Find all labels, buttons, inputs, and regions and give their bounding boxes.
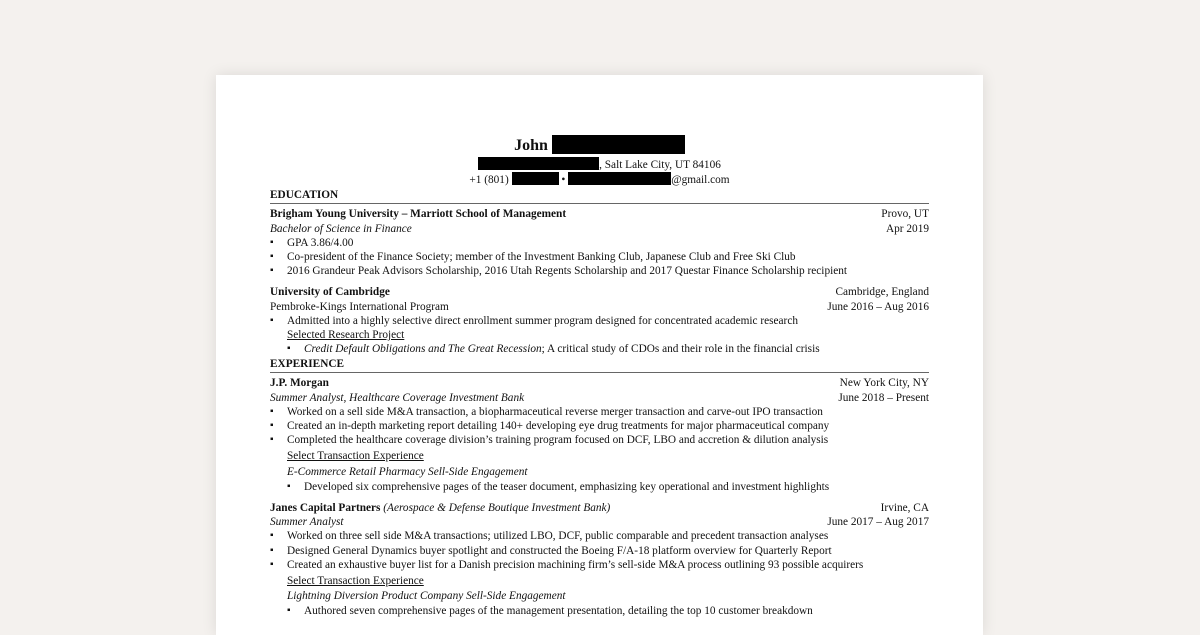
degree: Bachelor of Science in Finance bbox=[270, 222, 412, 235]
list-item: ▪ Developed six comprehensive pages of the teaser document, emphasizing key operational and investment highlights bbox=[270, 480, 929, 494]
transaction-name: Lightning Diversion Product Company Sell-Side Engagement bbox=[287, 590, 566, 603]
job-title: Summer Analyst bbox=[270, 516, 344, 529]
date-range: June 2016 – Aug 2016 bbox=[827, 300, 929, 313]
list-item: ▪ Worked on three sell side M&A transactions; utilized LBO, DCF, public comparable and precedent transaction analyses bbox=[270, 529, 929, 543]
subheading-transactions: Select Transaction Experience bbox=[287, 450, 424, 463]
first-name: John bbox=[514, 137, 548, 154]
subheading-research-project: Selected Research Project bbox=[287, 329, 405, 342]
date-range: June 2018 – Present bbox=[838, 391, 929, 404]
section-heading-education: EDUCATION bbox=[270, 188, 929, 204]
bullet-list bbox=[270, 480, 929, 494]
education-entry bbox=[270, 207, 929, 278]
company-note: (Aerospace & Defense Boutique Investment Bank) bbox=[383, 502, 611, 515]
contact-line bbox=[270, 172, 929, 187]
job-title: Summer Analyst, Healthcare Coverage Investment Bank bbox=[270, 391, 525, 404]
company-name: J.P. Morgan bbox=[270, 377, 329, 390]
resume-content bbox=[270, 135, 929, 619]
address-city: , Salt Lake City, UT 84106 bbox=[599, 159, 721, 171]
redacted-street bbox=[478, 157, 599, 170]
experience-entry bbox=[270, 376, 929, 494]
date-range: Apr 2019 bbox=[886, 222, 929, 235]
list-item: ▪ Worked on a sell side M&A transaction, a biopharmaceutical reverse merger transaction and carve-out IPO transaction bbox=[270, 405, 929, 419]
experience-entry bbox=[270, 501, 929, 619]
school-location: Provo, UT bbox=[881, 208, 929, 221]
transaction-name: E-Commerce Retail Pharmacy Sell-Side Engagement bbox=[287, 465, 528, 478]
job-location: New York City, NY bbox=[839, 377, 929, 390]
bullet-list bbox=[270, 604, 929, 618]
list-item: ▪ Created an exhaustive buyer list for a Danish precision machining firm’s sell-side M&A process outlining 93 possible acquirers bbox=[270, 558, 929, 572]
list-item: ▪ Co-president of the Finance Society; member of the Investment Banking Club, Japanese Club and Free Ski Club bbox=[270, 250, 929, 264]
project-title: Credit Default Obligations and The Great Recession bbox=[304, 343, 542, 356]
email-domain: @gmail.com bbox=[671, 174, 730, 187]
subheading-transactions: Select Transaction Experience bbox=[287, 575, 424, 588]
school-location: Cambridge, England bbox=[835, 286, 929, 299]
redacted-surname bbox=[552, 135, 685, 154]
list-item: ▪ Authored seven comprehensive pages of the management presentation, detailing the top 10 customer breakdown bbox=[270, 604, 929, 618]
list-item: ▪ Completed the healthcare coverage division’s training program focused on DCF, LBO and accretion & dilution analysis bbox=[270, 433, 929, 447]
contact-separator: • bbox=[561, 174, 566, 187]
list-item: ▪ Designed General Dynamics buyer spotlight and constructed the Boeing F/A-18 platform overview for Quarterly Report bbox=[270, 544, 929, 558]
redacted-phone bbox=[512, 172, 559, 185]
list-item: ▪ GPA 3.86/4.00 bbox=[270, 236, 929, 250]
school-name: University of Cambridge bbox=[270, 286, 390, 299]
education-entry bbox=[270, 285, 929, 356]
list-item: ▪ Created an in-depth marketing report detailing 140+ developing eye drug treatments for major pharmaceutical company bbox=[270, 419, 929, 433]
phone-prefix: +1 (801) bbox=[469, 174, 509, 187]
section-heading-experience: EXPERIENCE bbox=[270, 357, 929, 373]
list-item bbox=[270, 342, 929, 356]
school-name: Brigham Young University – Marriott School of Management bbox=[270, 208, 567, 221]
project-description: ; A critical study of CDOs and their role in the financial crisis bbox=[541, 343, 820, 356]
redacted-email bbox=[568, 172, 671, 185]
list-item: ▪ Admitted into a highly selective direct enrollment summer program designed for concentrated academic research bbox=[270, 314, 929, 328]
program-name: Pembroke-Kings International Program bbox=[270, 300, 449, 313]
job-location: Irvine, CA bbox=[880, 502, 929, 515]
date-range: June 2017 – Aug 2017 bbox=[827, 516, 929, 529]
list-item: ▪ 2016 Grandeur Peak Advisors Scholarship, 2016 Utah Regents Scholarship and 2017 Questar Finance Scholarship recipient bbox=[270, 264, 929, 278]
address-line bbox=[270, 157, 929, 172]
bullet-list bbox=[270, 342, 929, 356]
bullet-list bbox=[270, 314, 929, 328]
bullet-list bbox=[270, 236, 929, 279]
bullet-list bbox=[270, 405, 929, 448]
bullet-list bbox=[270, 529, 929, 572]
resume-page bbox=[216, 75, 983, 635]
candidate-name bbox=[270, 135, 929, 157]
company-name: Janes Capital Partners bbox=[270, 502, 381, 515]
